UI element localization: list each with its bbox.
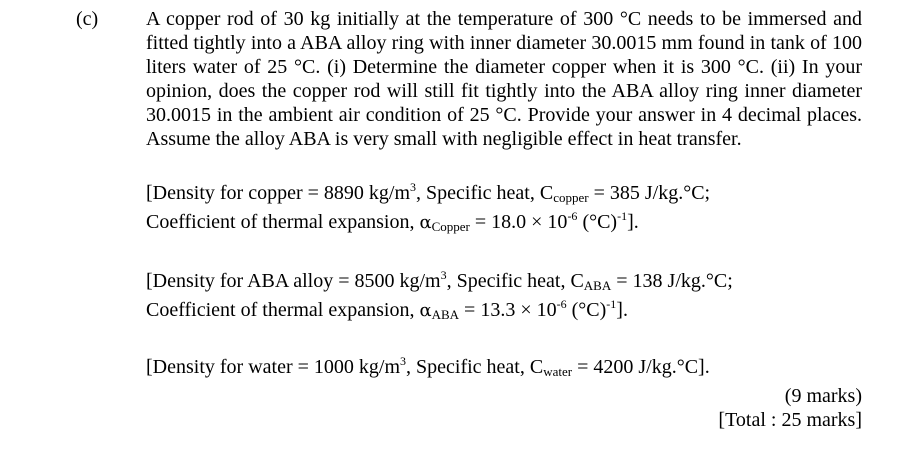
aba-specific-heat-text: , Specific heat, C <box>446 270 584 292</box>
copper-expansion-line <box>146 210 862 239</box>
subscript: copper <box>553 190 589 205</box>
superscript: 3 <box>440 268 447 282</box>
water-line <box>146 355 862 384</box>
subscript: ABA <box>431 307 460 322</box>
water-density-text: [Density for water = 1000 kg/m <box>146 356 401 378</box>
aba-expansion-line <box>146 298 862 327</box>
superscript: -6 <box>567 209 578 223</box>
copper-specific-heat-text: , Specific heat, C <box>416 182 554 204</box>
superscript: 3 <box>410 180 417 194</box>
question-label: (c) <box>76 8 99 30</box>
closing-text: ]. <box>616 299 628 321</box>
alpha-symbol: α <box>419 300 432 321</box>
superscript: -1 <box>606 297 617 311</box>
copper-density-text: [Density for copper = 8890 kg/m <box>146 182 411 204</box>
question-paragraph: A copper rod of 30 kg initially at the temperature of 300 °C needs to be immersed and fitted tightly into a ABA alloy ring with inner diameter 30.0015 mm found in tank of 100 liters water of 25 °C. (i) Determine the diameter copper when it is 300 °C. (ii) In your opinion, does the copper rod will still fit tightly into the ABA alloy ring inner diameter 30.0015 in the ambient air condition of 25 °C. Provide your answer in 4 decimal places. Assume the alloy ABA is very small with negligible effect in heat transfer. <box>146 8 862 150</box>
aba-expansion-value: = 13.3 × 10 <box>459 299 557 321</box>
aba-density-line <box>146 269 862 298</box>
superscript: -6 <box>556 297 567 311</box>
closing-text: ]. <box>627 211 639 233</box>
unit-text: (°C) <box>566 299 607 321</box>
total-marks: [Total : 25 marks] <box>718 409 862 431</box>
aba-properties <box>146 269 862 327</box>
copper-expansion-value: = 18.0 × 10 <box>469 211 568 233</box>
water-specific-heat-text: , Specific heat, C <box>406 356 544 378</box>
aba-expansion-text: Coefficient of thermal expansion, <box>146 299 420 321</box>
superscript: 3 <box>400 354 407 368</box>
aba-specific-heat-value: = 138 J/kg.°C; <box>611 270 733 292</box>
copper-density-line <box>146 181 862 210</box>
superscript: -1 <box>617 209 628 223</box>
unit-text: (°C) <box>577 211 618 233</box>
subscript: ABA <box>583 278 612 293</box>
subscript: Copper <box>431 219 470 234</box>
alpha-symbol: α <box>419 212 432 233</box>
aba-density-text: [Density for ABA alloy = 8500 kg/m <box>146 270 441 292</box>
water-specific-heat-value: = 4200 J/kg.°C]. <box>572 356 710 378</box>
subscript: water <box>543 364 573 379</box>
copper-properties <box>146 181 862 239</box>
question-content <box>146 7 862 432</box>
copper-expansion-text: Coefficient of thermal expansion, <box>146 211 420 233</box>
copper-specific-heat-value: = 385 J/kg.°C; <box>588 182 711 204</box>
part-marks: (9 marks) <box>784 385 862 407</box>
water-properties <box>146 355 862 384</box>
